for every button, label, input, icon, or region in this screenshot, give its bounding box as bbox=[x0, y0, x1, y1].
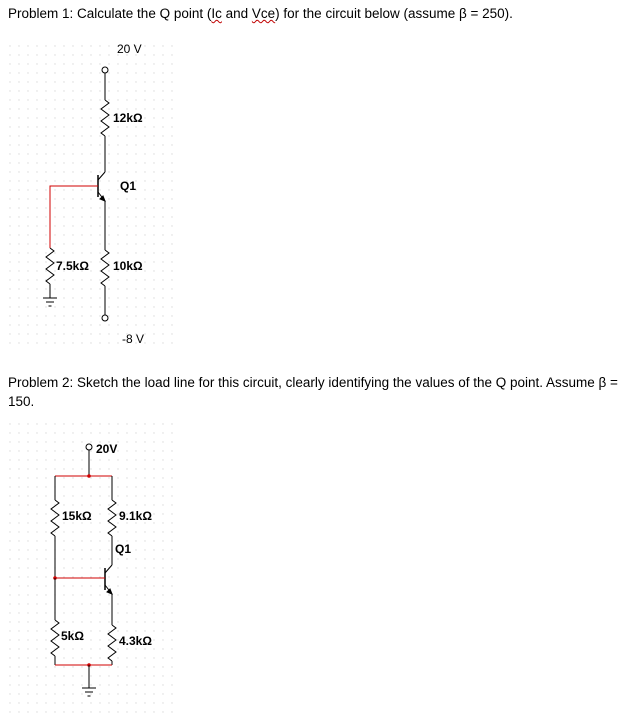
problem-1-ic: Ic bbox=[211, 6, 222, 21]
c1-transistor-label: Q1 bbox=[120, 179, 137, 193]
c1-bottom-terminal bbox=[102, 315, 108, 321]
c2-top-terminal bbox=[86, 444, 92, 450]
problem-2-text: Problem 2: Sketch the load line for this circuit, clearly identifying the values of the Q point. Assume β = 150. bbox=[8, 375, 618, 409]
c1-supply-top-label: 20 V bbox=[117, 42, 142, 56]
c2-transistor-label: Q1 bbox=[115, 542, 132, 556]
c1-rc-label: 12kΩ bbox=[113, 111, 143, 125]
c2-rc-label: 9.1kΩ bbox=[119, 509, 152, 523]
circuit-1-grid bbox=[6, 38, 178, 350]
c2-r1-label: 15kΩ bbox=[62, 509, 92, 523]
circuit-2-grid bbox=[6, 422, 178, 714]
c1-supply-bottom-label: -8 V bbox=[122, 332, 145, 346]
c1-rb-label: 7.5kΩ bbox=[56, 259, 89, 273]
c2-r2-label: 5kΩ bbox=[61, 629, 84, 643]
problem-1-prefix: Problem 1: Calculate the Q point ( bbox=[8, 6, 212, 21]
problem-1-suffix: ) for the circuit below (assume β = 250). bbox=[275, 6, 513, 21]
problem-1-mid: and bbox=[221, 6, 252, 21]
problem-1-vce: Vce bbox=[251, 6, 276, 21]
c1-re-label: 10kΩ bbox=[113, 259, 143, 273]
c2-supply-top-label: 20V bbox=[96, 442, 118, 456]
c1-top-terminal bbox=[102, 67, 108, 73]
c2-re-label: 4.3kΩ bbox=[119, 634, 152, 648]
